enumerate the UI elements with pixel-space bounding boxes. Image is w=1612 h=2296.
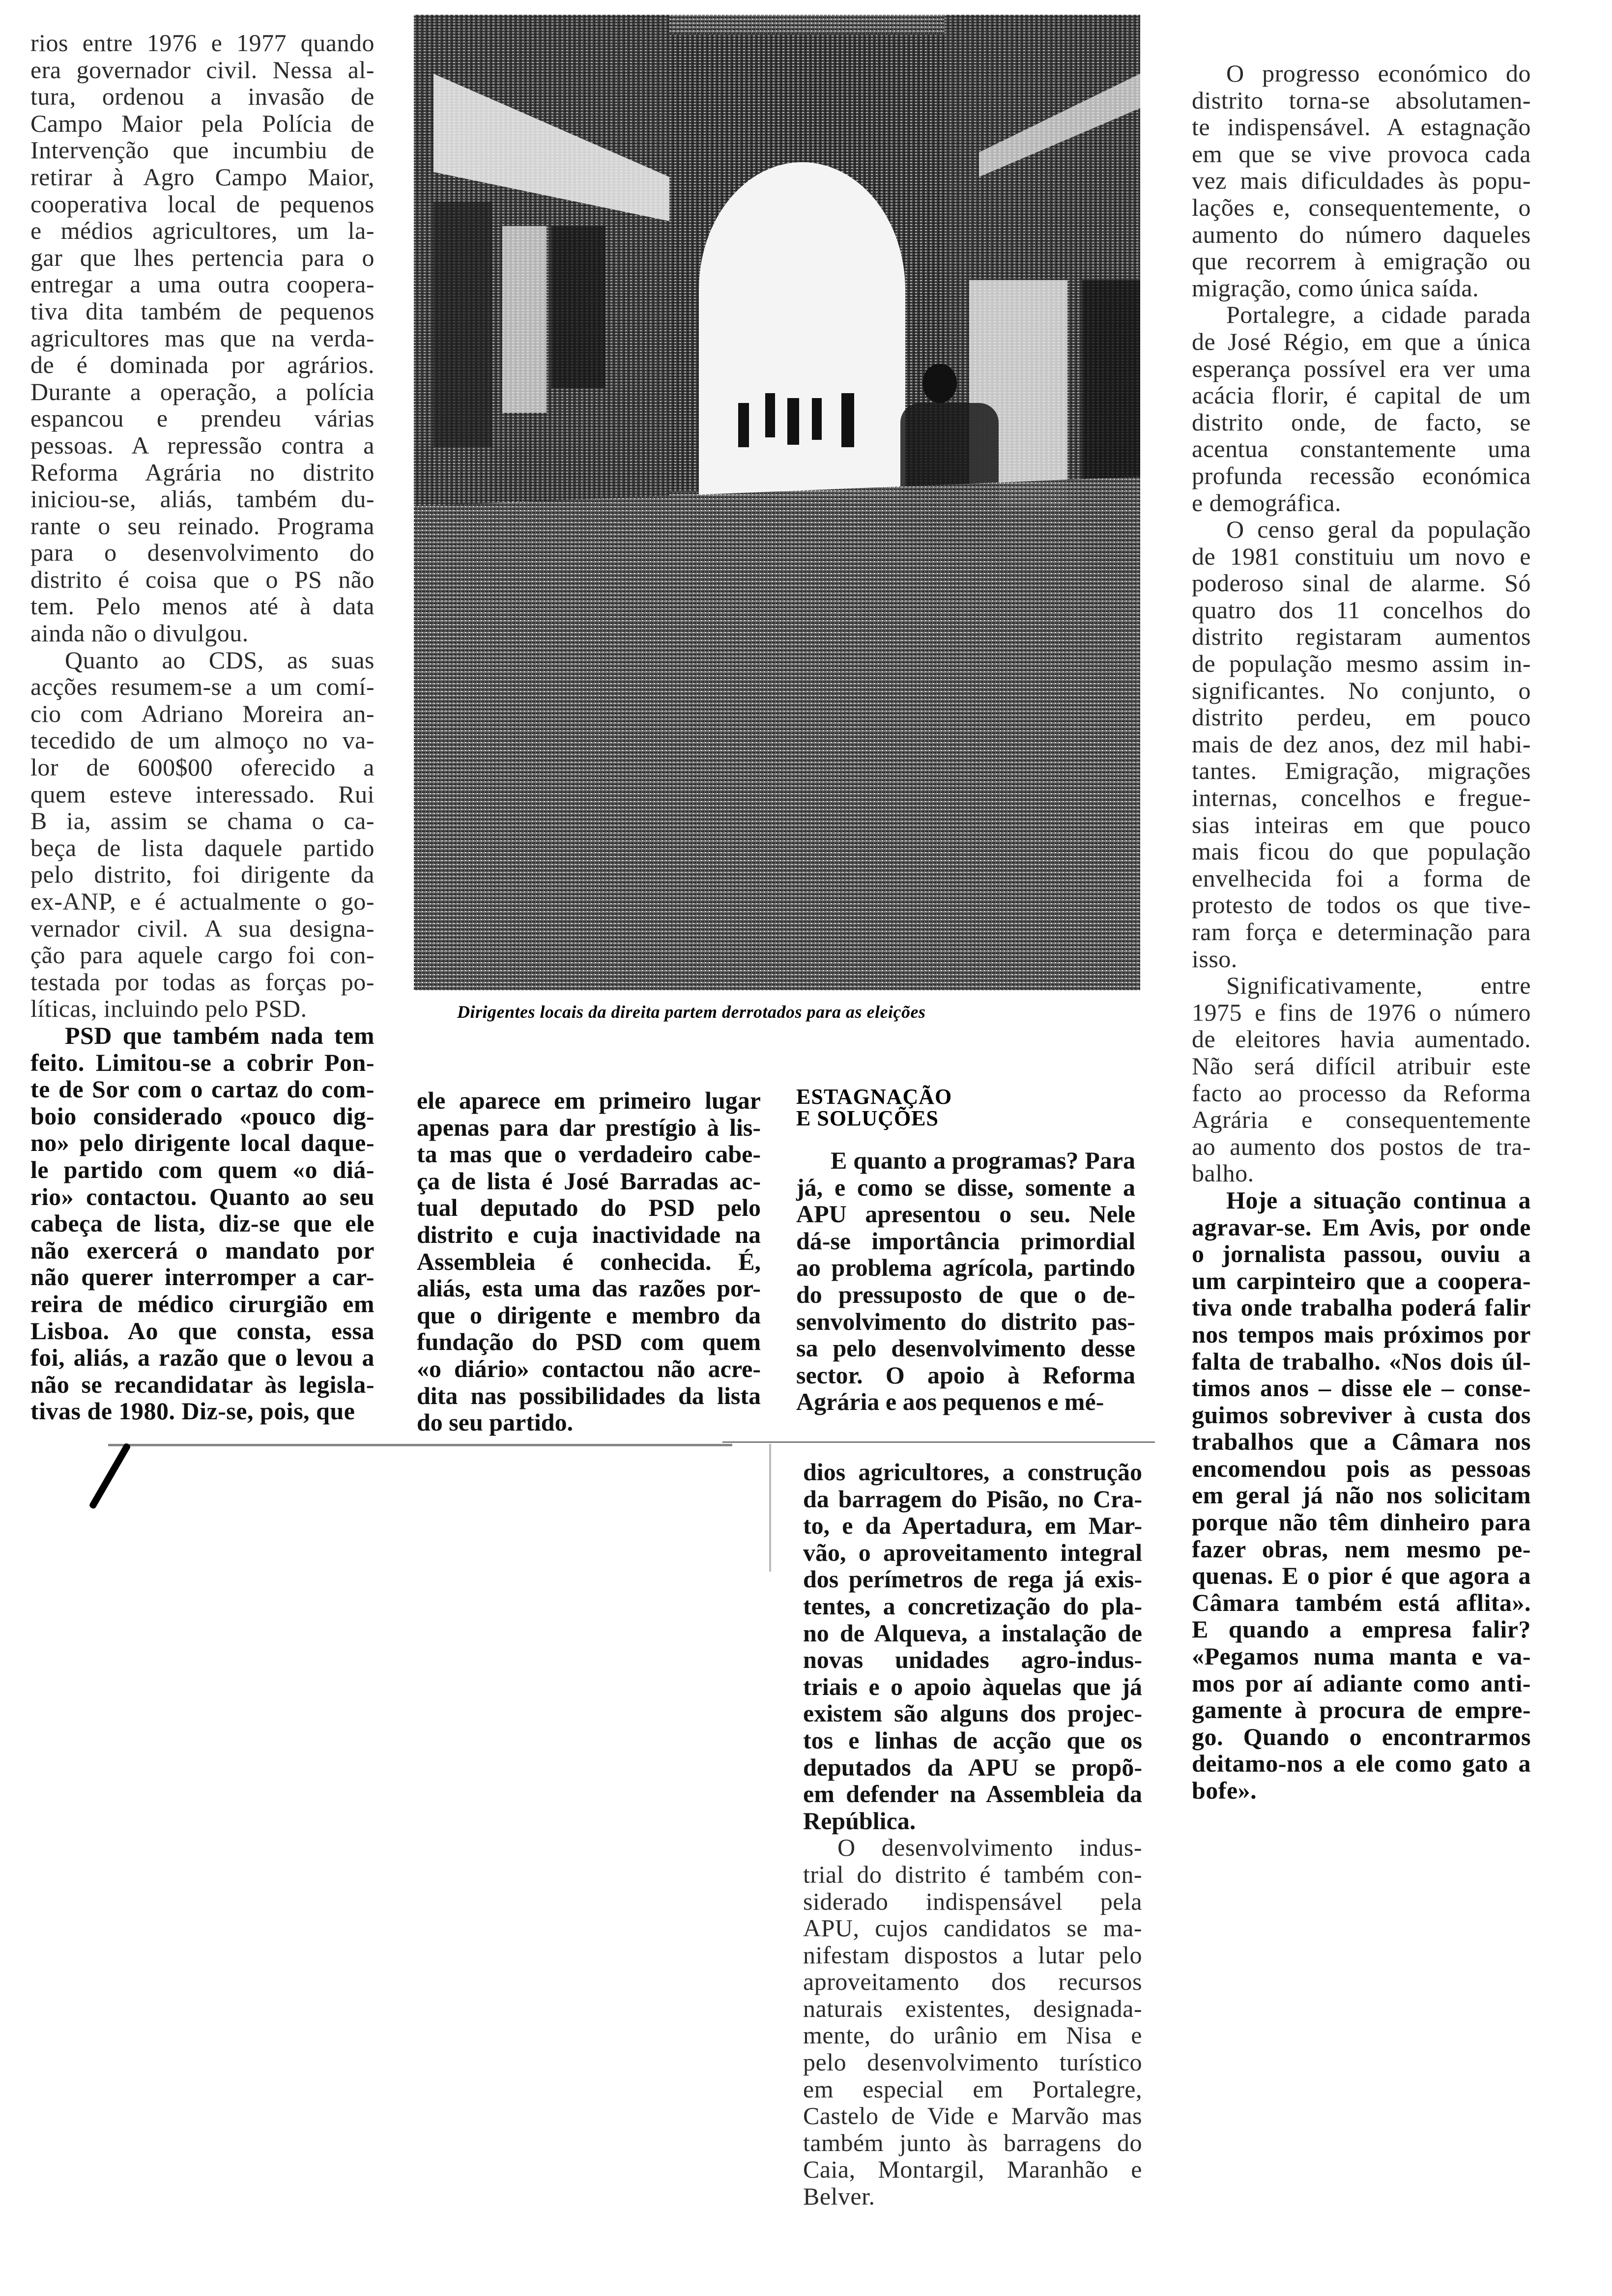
text-line: ram força e determinação para — [1192, 918, 1531, 946]
text-line: rios entre 1976 e 1977 quando — [30, 29, 374, 57]
text-line: Belver. — [803, 2182, 875, 2210]
text-line: iniciou-se, aliás, também du- — [30, 485, 374, 513]
section-heading — [796, 1086, 1135, 1129]
text-line: timos anos – disse ele – conse- — [1192, 1374, 1531, 1402]
text-line: Assembleia é conhecida. É, — [417, 1247, 761, 1275]
text-line: APU, cujos candidatos se ma- — [803, 1914, 1142, 1942]
text-line: não exercerá o mandato por — [30, 1236, 374, 1264]
text-line: pessoas. A repressão contra a — [30, 431, 374, 459]
text-line: um carpinteiro que a coopera- — [1192, 1266, 1531, 1294]
text-line: nos tempos mais próximos por — [1192, 1320, 1531, 1348]
section-heading-line1: ESTAGNAÇÃO — [796, 1085, 952, 1109]
text-line: ele aparece em primeiro lugar — [417, 1087, 761, 1114]
text-line: aumento do número daqueles — [1192, 220, 1531, 248]
text-line: quem esteve interessado. Rui — [30, 780, 374, 808]
text-line: tentes, a concretização do pla- — [803, 1592, 1142, 1620]
text-line: porque não têm dinheiro para — [1192, 1508, 1531, 1536]
text-line: APU apresentou o seu. Nele — [796, 1200, 1135, 1228]
text-line: te de Sor com o cartaz do com- — [30, 1075, 374, 1103]
text-line: foi, aliás, a razão que o levou a — [30, 1344, 374, 1372]
text-line: agricultores mas que na verda- — [30, 324, 374, 352]
text-line: dita nas possibilidades da lista — [417, 1381, 761, 1409]
text-line: B ia, assim se chama o ca- — [30, 807, 374, 835]
text-line: balho. — [1192, 1159, 1254, 1187]
text-line: trial do distrito é também con- — [803, 1860, 1142, 1888]
text-line: distrito torna-se absolutamen- — [1192, 86, 1531, 114]
text-line: Reforma Agrária no distrito — [30, 458, 374, 486]
section-heading-line2: E SOLUÇÕES — [796, 1106, 939, 1130]
text-line: beça de lista daquele partido — [30, 833, 374, 861]
text-line: de população mesmo assim in- — [1192, 650, 1531, 678]
text-line: e médios agricultores, um la- — [30, 217, 374, 245]
text-line: protesto de todos os que tive- — [1192, 891, 1531, 919]
text-line: guimos sobreviver à custa dos — [1192, 1401, 1531, 1429]
text-line: acções resumem-se a um comí- — [30, 673, 374, 701]
text-line: de José Régio, em que a única — [1192, 327, 1531, 355]
text-line: entregar a uma outra coopera- — [30, 270, 374, 298]
text-line: existem são alguns dos projec- — [803, 1699, 1142, 1727]
text-line: mais ficou do que população — [1192, 837, 1531, 865]
text-line: O desenvolvimento indus- — [837, 1834, 1142, 1862]
text-line: tecedido de um almoço no va- — [30, 726, 374, 754]
text-line: já, e como se disse, somente a — [796, 1173, 1135, 1201]
paragraph-voters — [1192, 972, 1531, 1187]
text-line: em geral já não nos solicitam — [1192, 1481, 1531, 1509]
text-line: vez mais dificuldades às popu- — [1192, 167, 1531, 195]
text-line: tiva onde trabalha poderá falir — [1192, 1293, 1531, 1321]
text-line: cio com Adriano Moreira an- — [30, 699, 374, 727]
text-line: gar que lhes pertencia para o — [30, 243, 374, 271]
text-line: distrito e cuja inactividade na — [417, 1220, 761, 1248]
text-line: tos e linhas de acção que os — [803, 1726, 1142, 1754]
text-line: e demográfica. — [1192, 488, 1342, 517]
text-line: rante o seu reinado. Programa — [30, 512, 374, 540]
paragraph-apu-projects — [803, 1459, 1142, 1834]
text-line: fazer obras, nem mesmo pe- — [1192, 1535, 1531, 1563]
text-line: que o dirigente e membro da — [417, 1301, 761, 1329]
text-line: esperança possível era ver uma — [1192, 354, 1531, 382]
text-line: boio considerado «pouco dig- — [30, 1102, 374, 1130]
text-line: aproveitamento dos recursos — [803, 1968, 1142, 1996]
text-line: mente, do urânio em Nisa e — [803, 2021, 1142, 2049]
text-line: tual deputado do PSD pelo — [417, 1194, 761, 1222]
text-line: Caia, Montargil, Maranhão e — [803, 2155, 1142, 2183]
text-line: tura, ordenou a invasão de — [30, 83, 374, 111]
text-line: líticas, incluindo pelo PSD. — [30, 995, 307, 1023]
text-line: não se recandidatar às legisla- — [30, 1370, 374, 1398]
text-line: triais e o apoio àquelas que já — [803, 1672, 1142, 1700]
text-line: trabalhos que a Câmara nos — [1192, 1428, 1531, 1456]
text-line: significantes. No conjunto, o — [1192, 676, 1531, 704]
text-line: Não será difícil atribuir este — [1192, 1052, 1531, 1080]
text-line: o jornalista passou, ouviu a — [1192, 1240, 1531, 1268]
pen-stroke-mark — [88, 1442, 131, 1510]
text-line: go. Quando o encontrarmos — [1192, 1722, 1531, 1751]
text-line: ta mas que o verdadeiro cabe- — [417, 1140, 761, 1168]
text-line: Agrária e consequentemente — [1192, 1106, 1531, 1134]
text-line: sa pelo desenvolvimento desse — [796, 1334, 1135, 1362]
paragraph-avis-carpenter — [1192, 1187, 1531, 1804]
article-column-third-continued — [803, 1459, 1142, 2210]
text-line: migração, como única saída. — [1192, 274, 1479, 302]
text-line: facto ao processo da Reforma — [1192, 1079, 1531, 1107]
text-line: para o desenvolvimento do — [30, 539, 374, 567]
text-line: ex-ANP, e é actualmente o go- — [30, 888, 374, 915]
text-line: em especial em Portalegre, — [803, 2075, 1142, 2103]
text-line: profunda recessão económica — [1192, 461, 1531, 489]
text-line: em defender na Assembleia da — [803, 1780, 1142, 1808]
text-line: O censo geral da população — [1226, 516, 1531, 544]
text-line: em que se vive provoca cada — [1192, 140, 1531, 168]
text-line: «Pegamos numa manta e va- — [1192, 1642, 1531, 1670]
text-line: senvolvimento do distrito pas- — [796, 1307, 1135, 1335]
text-line: República. — [803, 1807, 916, 1835]
text-line: te indispensável. A estagnação — [1192, 113, 1531, 141]
text-line: E quando a empresa falir? — [1192, 1615, 1531, 1643]
text-line: ao aumento dos postos de tra- — [1192, 1132, 1531, 1160]
text-line: Lisboa. Ao que consta, essa — [30, 1317, 374, 1345]
paragraph-economic-progress — [1192, 60, 1531, 301]
text-line: retirar à Agro Campo Maior, — [30, 163, 374, 191]
text-line: dios agricultores, a construção — [803, 1458, 1142, 1486]
article-column-third — [796, 1086, 1135, 1415]
text-line: do seu partido. — [417, 1408, 574, 1436]
text-line: to, e da Apertadura, em Mar- — [803, 1512, 1142, 1540]
text-line: gamente à procura de empre- — [1192, 1696, 1531, 1724]
paragraph-psd — [30, 1022, 374, 1425]
column-edge-rule — [769, 1444, 771, 1572]
text-line: pelo desenvolvimento turístico — [803, 2048, 1142, 2076]
text-line: dos perímetros de rega já exis- — [803, 1565, 1142, 1593]
text-line: Câmara também está aflita». — [1192, 1588, 1531, 1616]
text-line: quenas. E o pior é que agora a — [1192, 1562, 1531, 1590]
text-line: Significativamente, entre — [1226, 972, 1531, 1000]
text-line: tiva dita também de pequenos — [30, 297, 374, 325]
text-line: mais de dez anos, dez mil habi- — [1192, 730, 1531, 758]
text-line: no» pelo dirigente local daque- — [30, 1129, 374, 1157]
text-line: ça de lista é José Barradas ac- — [417, 1167, 761, 1195]
photo-image — [414, 15, 1140, 990]
text-line: encomendou pois as pessoas — [1192, 1454, 1531, 1482]
text-line: de eleitores havia aumentado. — [1192, 1025, 1531, 1053]
text-line: O progresso económico do — [1226, 59, 1531, 87]
text-line: Agrária e aos pequenos e mé- — [796, 1388, 1104, 1416]
text-line: deitamo-nos a ele como gato a — [1192, 1750, 1531, 1778]
text-line: acácia florir, é capital de um — [1192, 381, 1531, 409]
text-line: da barragem do Pisão, no Cra- — [803, 1485, 1142, 1513]
text-line: ainda não o divulgou. — [30, 619, 249, 647]
text-line: sector. O apoio à Reforma — [796, 1361, 1135, 1389]
article-column-right — [1192, 60, 1531, 1804]
text-line: Portalegre, a cidade parada — [1226, 301, 1531, 329]
text-line: testada por todas as forças po- — [30, 968, 374, 996]
text-line: tantes. Emigração, migrações — [1192, 757, 1531, 785]
text-line: poderoso sinal de alarme. Só — [1192, 569, 1531, 597]
text-line: cooperativa local de pequenos — [30, 190, 374, 218]
text-line: Intervenção que incumbiu de — [30, 136, 374, 164]
text-line: bofe». — [1192, 1777, 1257, 1804]
text-line: novas unidades agro-indus- — [803, 1646, 1142, 1674]
text-line: rio» contactou. Quanto ao seu — [30, 1182, 374, 1210]
paragraph-cds — [30, 647, 374, 1022]
text-line: lações e, consequentemente, o — [1192, 193, 1531, 221]
article-column-middle — [417, 1087, 761, 1436]
paragraph-portalegre — [1192, 301, 1531, 516]
text-line: de 1981 constituiu um novo e — [1192, 542, 1531, 570]
text-line: 1975 e fins de 1976 o número — [1192, 998, 1531, 1026]
text-line: Quanto ao CDS, as suas — [65, 646, 374, 674]
text-line: no de Alqueva, a instalação de — [803, 1619, 1142, 1647]
text-line: tivas de 1980. Diz-se, pois, que — [30, 1397, 355, 1425]
text-line: distrito onde, de facto, se — [1192, 408, 1531, 436]
text-line: siderado indispensável pela — [803, 1887, 1142, 1915]
text-line: nifestam dispostos a lutar pelo — [803, 1941, 1142, 1969]
text-line: falta de trabalho. «Nos dois úl- — [1192, 1347, 1531, 1375]
text-line: que recorrem à emigração ou — [1192, 247, 1531, 275]
text-line: envelhecida foi a forma de — [1192, 864, 1531, 892]
paragraph-programs — [796, 1147, 1135, 1415]
text-line: Durante a operação, a polícia — [30, 377, 374, 405]
text-line: aliás, esta uma das razões por- — [417, 1274, 761, 1302]
text-line: le partido com quem «o diá- — [30, 1155, 374, 1183]
text-line: não querer interromper a car- — [30, 1263, 374, 1291]
photo-caption: Dirigentes locais da direita partem derrotados para as eleições — [457, 1002, 926, 1022]
text-line: fundação do PSD com quem — [417, 1328, 761, 1356]
text-line: E quanto a programas? Para — [831, 1147, 1135, 1174]
text-line: distrito registaram aumentos — [1192, 623, 1531, 651]
text-line: do pressuposto de que o de- — [796, 1280, 1135, 1308]
street-arch-photo — [414, 15, 1140, 990]
text-line: quatro dos 11 concelhos do — [1192, 596, 1531, 624]
text-line: também junto às barragens do — [803, 2128, 1142, 2156]
text-line: pelo distrito, foi dirigente da — [30, 861, 374, 889]
text-line: isso. — [1192, 945, 1238, 973]
text-line: sias inteiras em que pouco — [1192, 810, 1531, 838]
text-line: cabeça de lista, diz-se que ele — [30, 1209, 374, 1237]
text-line: ao problema agrícola, partindo — [796, 1254, 1135, 1282]
article-column-left — [30, 29, 374, 1425]
text-line: reira de médico cirurgião em — [30, 1290, 374, 1318]
text-line: distrito perdeu, em pouco — [1192, 703, 1531, 731]
text-line: Campo Maior pela Polícia de — [30, 109, 374, 137]
text-line: Castelo de Vide e Marvão mas — [803, 2102, 1142, 2130]
text-line: espancou e prendeu várias — [30, 404, 374, 432]
text-line: vernador civil. A sua designa- — [30, 914, 374, 942]
paragraph-ps-governor — [30, 29, 374, 647]
paragraph-census — [1192, 516, 1531, 972]
text-line: PSD que também nada tem — [65, 1021, 374, 1049]
text-line: lor de 600$00 oferecido a — [30, 753, 374, 781]
text-line: mos por aí adiante como anti- — [1192, 1669, 1531, 1697]
column-divider-rule — [722, 1441, 1155, 1443]
text-line: feito. Limitou-se a cobrir Pon- — [30, 1048, 374, 1076]
text-line: «o diário» contactou não acre- — [417, 1354, 761, 1382]
text-line: deputados da APU se propõ- — [803, 1753, 1142, 1781]
text-line: vão, o aproveitamento integral — [803, 1538, 1142, 1566]
text-line: naturais existentes, designada- — [803, 1994, 1142, 2022]
text-line: agravar-se. Em Avis, por onde — [1192, 1213, 1531, 1241]
column-divider-rule — [108, 1444, 732, 1446]
text-line: acentua constantemente uma — [1192, 435, 1531, 463]
text-line: Hoje a situação continua a — [1226, 1186, 1531, 1214]
text-line: apenas para dar prestígio à lis- — [417, 1113, 761, 1141]
text-line: ção para aquele cargo foi con- — [30, 941, 374, 969]
text-line: internas, concelhos e fregue- — [1192, 784, 1531, 812]
text-line: dá-se importância primordial — [796, 1227, 1135, 1255]
text-line: era governador civil. Nessa al- — [30, 56, 374, 84]
text-line: distrito é coisa que o PS não — [30, 565, 374, 593]
text-line: de é dominada por agrários. — [30, 351, 374, 379]
text-line: tem. Pelo menos até à data — [30, 592, 374, 620]
paragraph-industrial-development — [803, 1834, 1142, 2210]
